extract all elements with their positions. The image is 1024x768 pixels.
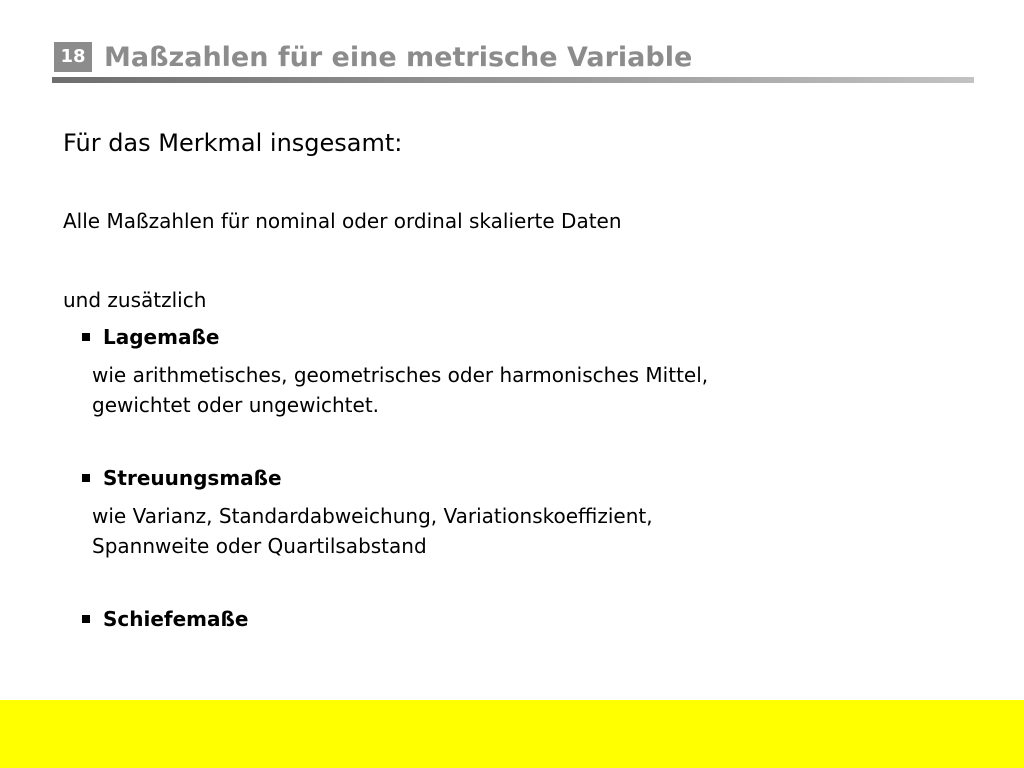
bullet-description-line: wie arithmetisches, geometrisches oder harmonisches Mittel, xyxy=(92,363,709,387)
bullet-item-lagemasse xyxy=(82,323,219,351)
square-bullet-icon xyxy=(82,333,90,341)
bullet-label: Lagemaße xyxy=(103,325,220,349)
slide-number-badge: 18 xyxy=(54,42,92,72)
bullet-item-schiefemasse xyxy=(82,605,248,633)
footer-bar xyxy=(0,700,1024,768)
bullet-label: Streuungsmaße xyxy=(103,466,282,490)
bullet-description-line: Spannweite oder Quartilsabstand xyxy=(92,534,427,558)
intro-text: Alle Maßzahlen für nominal oder ordinal skalierte Daten xyxy=(63,209,622,233)
square-bullet-icon xyxy=(82,474,90,482)
bullet-label: Schiefemaße xyxy=(103,607,249,631)
slide-title: Maßzahlen für eine metrische Variable xyxy=(104,42,693,73)
section-heading: Für das Merkmal insgesamt: xyxy=(63,129,403,157)
bullet-item-streuungsmasse xyxy=(82,464,282,492)
bullet-description-line: wie Varianz, Standardabweichung, Variationskoeffizient, xyxy=(92,504,653,528)
bullet-description-line: gewichtet oder ungewichtet. xyxy=(92,393,380,417)
additional-text: und zusätzlich xyxy=(63,288,207,312)
square-bullet-icon xyxy=(82,615,90,623)
